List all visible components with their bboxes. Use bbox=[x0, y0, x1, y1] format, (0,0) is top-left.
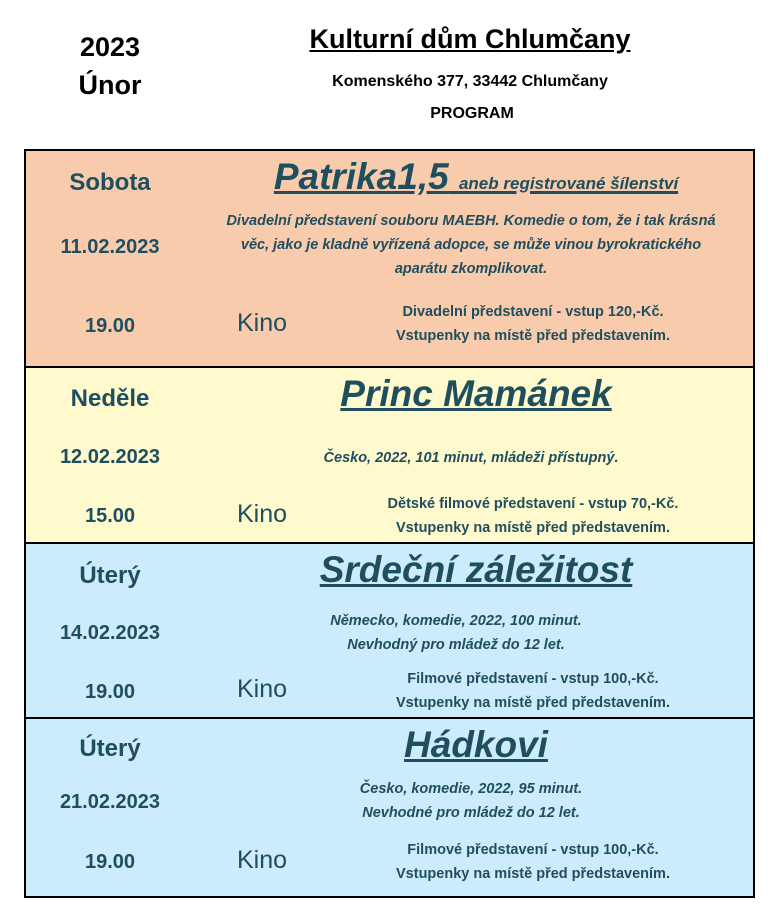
description-line: aparátu zkomplikovat. bbox=[394, 261, 548, 277]
event-title-main: Princ Mamánek bbox=[340, 373, 612, 414]
event-title bbox=[206, 156, 746, 198]
event-venue: Kino bbox=[236, 846, 288, 874]
event-time: 15.00 bbox=[84, 505, 136, 527]
event-date: 12.02.2023 bbox=[59, 446, 161, 468]
description-line: Česko, komedie, 2022, 95 minut. bbox=[359, 781, 583, 797]
venue-address: Komenského 377, 33442 Chlumčany bbox=[332, 73, 608, 90]
info-line: Vstupenky na místě před představením. bbox=[396, 328, 670, 344]
event-title bbox=[206, 373, 746, 415]
description-line: Nevhodný pro mládež do 12 let. bbox=[347, 637, 565, 653]
event-description bbox=[196, 209, 746, 281]
event-description bbox=[256, 609, 656, 657]
event-day: Neděle bbox=[70, 385, 150, 412]
info-line: Divadelní představení - vstup 120,-Kč. bbox=[402, 304, 664, 320]
event-row bbox=[26, 366, 753, 544]
event-venue: Kino bbox=[236, 675, 288, 703]
description-line: Česko, 2022, 101 minut, mládeži přístupný. bbox=[323, 450, 619, 466]
event-title bbox=[206, 724, 746, 766]
event-day: Úterý bbox=[79, 562, 141, 589]
event-time: 19.00 bbox=[84, 315, 136, 337]
event-row bbox=[26, 542, 753, 719]
info-line: Dětské filmové představení - vstup 70,-Kč. bbox=[387, 496, 679, 512]
header-year: 2023 bbox=[79, 32, 141, 62]
event-time: 19.00 bbox=[84, 851, 136, 873]
description-line: Divadelní představení souboru MAEBH. Komedie o tom, že i tak krásná bbox=[226, 213, 716, 229]
info-line: Filmové představení - vstup 100,-Kč. bbox=[407, 842, 659, 858]
event-time: 19.00 bbox=[84, 681, 136, 703]
info-line: Vstupenky na místě před představením. bbox=[396, 695, 670, 711]
event-row bbox=[26, 151, 753, 368]
event-info bbox=[358, 300, 708, 348]
event-row bbox=[26, 717, 753, 896]
venue-name: Kulturní dům Chlumčany bbox=[309, 24, 631, 54]
description-line: věc, jako je kladně vyřízená adopce, se může vinou byrokratického bbox=[240, 237, 702, 253]
event-info bbox=[358, 492, 708, 540]
event-day: Úterý bbox=[79, 735, 141, 762]
info-line: Vstupenky na místě před představením. bbox=[396, 520, 670, 536]
header-date bbox=[40, 28, 180, 104]
event-venue: Kino bbox=[236, 500, 288, 528]
info-line: Vstupenky na místě před představením. bbox=[396, 866, 670, 882]
info-line: Filmové představení - vstup 100,-Kč. bbox=[407, 671, 659, 687]
event-title-main: Hádkovi bbox=[404, 724, 548, 765]
header-month: Únor bbox=[78, 70, 142, 100]
event-description bbox=[271, 777, 671, 825]
event-date: 11.02.2023 bbox=[60, 236, 160, 258]
event-subtitle: aneb registrované šílenství bbox=[458, 174, 679, 193]
event-date: 21.02.2023 bbox=[59, 791, 161, 813]
description-line: Nevhodné pro mládež do 12 let. bbox=[362, 805, 580, 821]
event-info bbox=[358, 838, 708, 886]
description-line: Německo, komedie, 2022, 100 minut. bbox=[330, 613, 582, 629]
event-title bbox=[206, 549, 746, 591]
event-day: Sobota bbox=[69, 169, 151, 196]
event-date: 14.02.2023 bbox=[59, 622, 161, 644]
event-title-main: Patrika1,5 bbox=[273, 156, 449, 197]
event-description bbox=[201, 446, 741, 470]
event-title-main: Srdeční záležitost bbox=[319, 549, 633, 590]
program-table bbox=[24, 149, 755, 898]
event-venue: Kino bbox=[236, 309, 288, 337]
program-label: PROGRAM bbox=[430, 105, 514, 122]
event-info bbox=[358, 667, 708, 715]
